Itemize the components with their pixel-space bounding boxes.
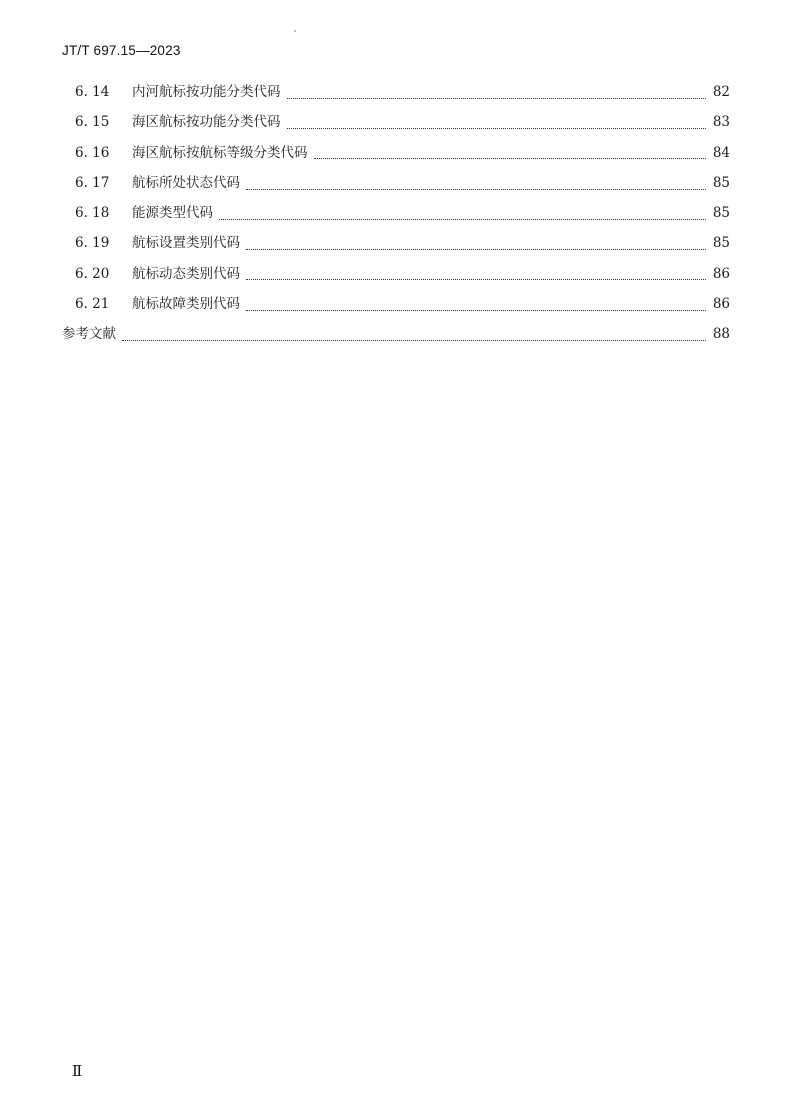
dot-leader (219, 219, 706, 220)
dot-leader (287, 128, 707, 129)
toc-entry-number: 6. 18 (75, 205, 110, 222)
dot-leader (314, 158, 707, 159)
toc-entry-title: 航标所处状态代码 (132, 174, 240, 191)
toc-entry-page: 88 (712, 326, 730, 343)
dot-leader (246, 310, 706, 311)
toc-entry-title: 能源类型代码 (132, 205, 213, 222)
toc-entry-page: 85 (712, 205, 730, 222)
toc-entry-title: 海区航标按航标等级分类代码 (132, 144, 308, 161)
toc-entry-number: 6. 14 (75, 84, 110, 100)
toc-entry-number: 6. 19 (75, 235, 110, 252)
dot-leader (287, 98, 707, 99)
table-of-contents (62, 82, 730, 355)
document-code-header: JT/T 697.15—2023 (62, 43, 181, 58)
toc-entry-page: 86 (712, 265, 730, 282)
toc-entry-page: 83 (712, 114, 730, 131)
toc-entry-number: 6. 16 (75, 144, 110, 161)
toc-entry-title: 航标设置类别代码 (132, 235, 240, 252)
page-number-footer: Ⅱ (72, 1062, 83, 1080)
toc-entry[interactable] (62, 173, 730, 203)
toc-entry-page: 85 (712, 235, 730, 252)
toc-entry-number: 6. 15 (75, 114, 110, 131)
toc-entry[interactable] (62, 233, 730, 263)
toc-entry-number: 6. 17 (75, 174, 110, 191)
toc-entry[interactable] (62, 82, 730, 112)
toc-entry-number: 6. 20 (75, 265, 110, 282)
dot-leader (246, 189, 706, 190)
toc-entry-title: 航标故障类别代码 (132, 296, 240, 313)
toc-entry[interactable] (62, 112, 730, 142)
scan-speck (294, 30, 296, 32)
toc-entry-page: 82 (712, 84, 730, 100)
toc-entry[interactable] (62, 294, 730, 324)
toc-entry[interactable] (62, 264, 730, 294)
toc-entry-title: 航标动态类别代码 (132, 265, 240, 282)
toc-entry-page: 86 (712, 296, 730, 313)
toc-entry[interactable] (62, 203, 730, 233)
dot-leader (122, 340, 706, 341)
dot-leader (246, 279, 706, 280)
toc-entry[interactable] (62, 143, 730, 173)
toc-entry-references[interactable] (62, 324, 730, 354)
toc-entry-page: 84 (712, 144, 730, 161)
toc-entry-number: 6. 21 (75, 296, 110, 313)
toc-entry-title: 内河航标按功能分类代码 (132, 84, 281, 100)
toc-entry-page: 85 (712, 174, 730, 191)
toc-entry-title: 参考文献 (62, 326, 116, 343)
dot-leader (246, 249, 706, 250)
toc-entry-title: 海区航标按功能分类代码 (132, 114, 281, 131)
